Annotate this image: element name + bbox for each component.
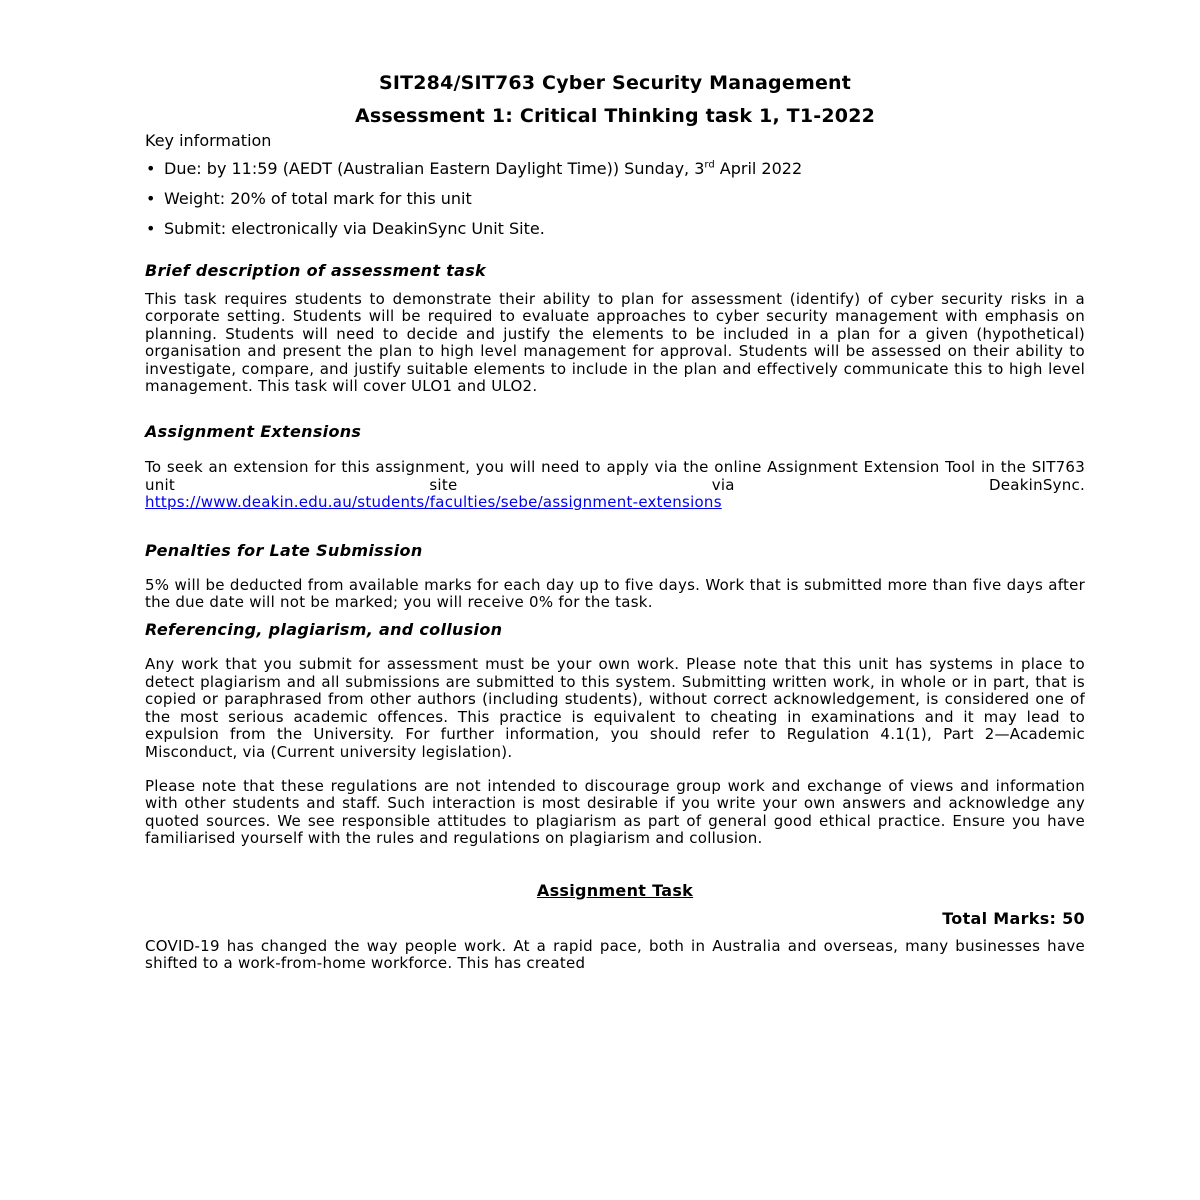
key-information-label: Key information: [145, 131, 272, 150]
extensions-heading: Assignment Extensions: [145, 422, 362, 442]
document-subtitle: Assessment 1: Critical Thinking task 1, T1-2022: [354, 105, 876, 127]
document-page: [145, 72, 1085, 972]
penalties-heading: Penalties for Late Submission: [145, 540, 423, 560]
list-item-weight: [145, 189, 1085, 209]
total-marks: Total Marks: 50: [942, 908, 1085, 928]
assignment-task-body: COVID-19 has changed the way people work. At a rapid pace, both in Australia and overseas, many businesses have shifted to a work-from-home workforce. This has created: [145, 936, 1085, 972]
brief-description-body: This task requires students to demonstrate their ability to plan for assessment (identify) of cyber security risks in a corporate setting. Students will be required to evaluate approaches to cyber security management with emphasis on planning. Students will need to decide and justify the elements to be included in a plan for a given (hypothetical) organisation and present the plan to high level management for approval. Students will be assessed on their ability to investigate, compare, and justify suitable elements to include in the plan and effectively communicate this to high level management. This task will cover ULO1 and ULO2.: [145, 290, 1085, 396]
penalties-body: 5% will be deducted from available marks for each day up to five days. Work that is submitted more than five days after the due date will not be marked; you will receive 0% for the task.: [145, 575, 1085, 612]
extensions-body: To seek an extension for this assignment, you will need to apply via the online Assignment Extension Tool in the SIT763 unit site via DeakinSync.: [145, 458, 1085, 494]
bullet-icon: •: [146, 219, 156, 238]
list-item-due: [145, 159, 1085, 179]
due-text-suffix: April 2022: [714, 159, 803, 178]
brief-description-heading: Brief description of assessment task: [145, 261, 486, 280]
assignment-task-heading: Assignment Task: [536, 880, 694, 900]
referencing-body-2: Please note that these regulations are not intended to discourage group work and exchange of views and information with other students and staff. Such interaction is most desirable if you write your own answers and acknowledge any quoted sources. We see responsible attitudes to plagiarism as part of general good ethical practice. Ensure you have familiarised yourself with the rules and regulations on plagiarism and collusion.: [145, 776, 1085, 848]
referencing-heading: Referencing, plagiarism, and collusion: [145, 620, 503, 640]
referencing-body-1: Any work that you submit for assessment must be your own work. Please note that this unit has systems in place to detect plagiarism and all submissions are submitted to this system. Submitting written work, in whole or in part, that is copied or paraphrased from other authors (including students), without correct acknowledgement, is considered one of the most serious academic offences. This practice is equivalent to cheating in examinations and it may lead to expulsion from the University. For further information, you should refer to Regulation 4.1(1), Part 2—Academic Misconduct, via (Current university legislation).: [145, 655, 1085, 761]
submit-text: Submit: electronically via DeakinSync Unit Site.: [164, 219, 545, 238]
due-ordinal: rd: [704, 159, 715, 171]
list-item-submit: [145, 219, 1085, 239]
weight-text: Weight: 20% of total mark for this unit: [164, 189, 472, 208]
due-text: Due: by 11:59 (AEDT (Australian Eastern Daylight Time)) Sunday, 3: [164, 159, 705, 178]
document-title: SIT284/SIT763 Cyber Security Management: [378, 72, 852, 94]
extensions-link[interactable]: https://www.deakin.edu.au/students/faculties/sebe/assignment-extensions: [145, 493, 722, 512]
bullet-icon: •: [146, 189, 156, 208]
extensions-link-line: [145, 494, 1085, 511]
key-information-list: [145, 159, 1085, 239]
bullet-icon: •: [146, 159, 156, 178]
